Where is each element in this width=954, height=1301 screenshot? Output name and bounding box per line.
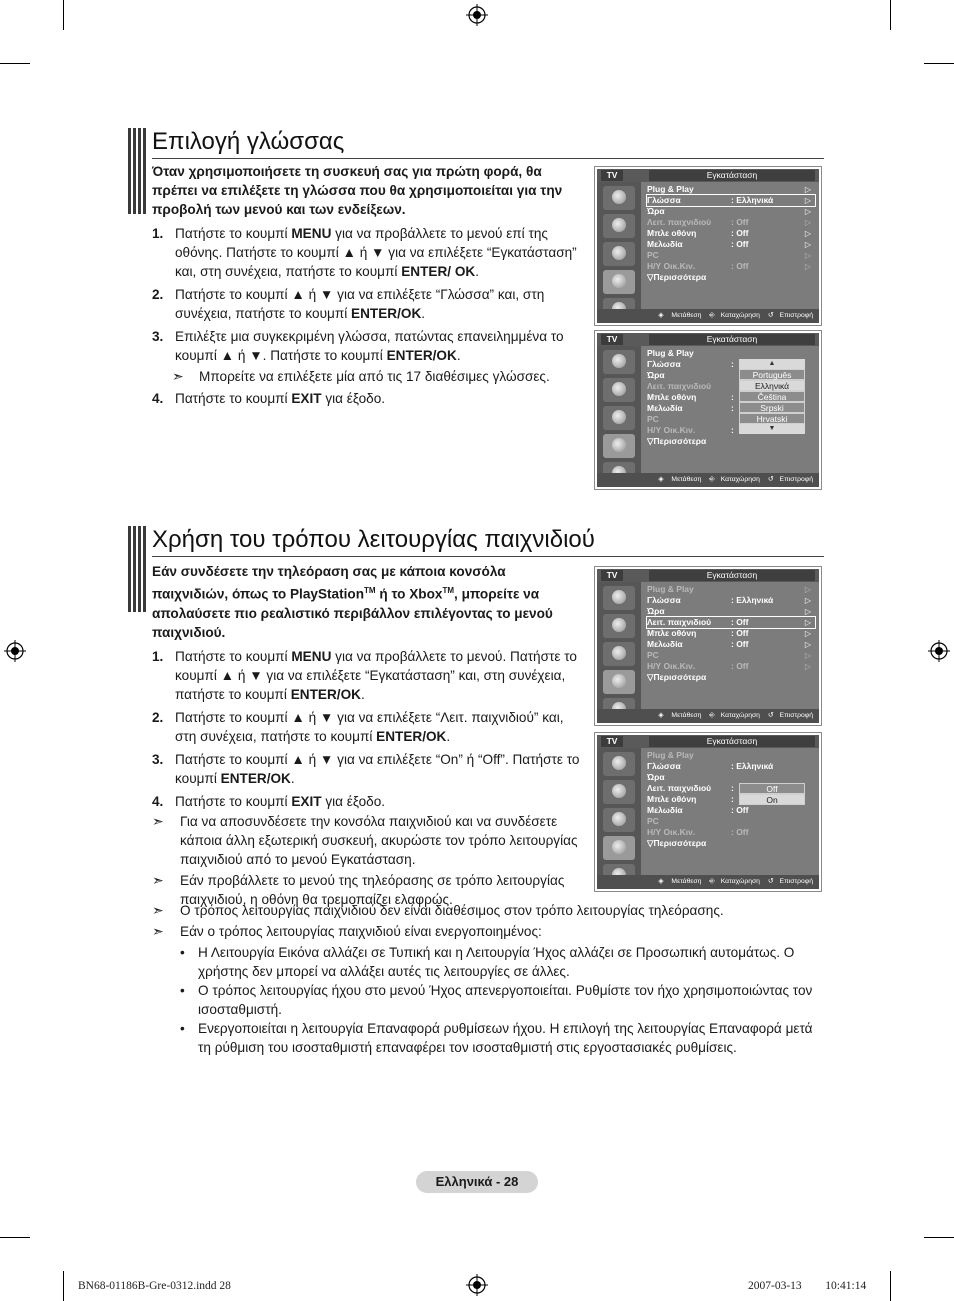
note-arrow-icon: ➣ bbox=[152, 871, 164, 888]
crop-mark bbox=[0, 1237, 30, 1238]
menu-item-label: Γλώσσα bbox=[647, 761, 681, 771]
note-text: Εάν προβάλλετε το μενού της τηλεόρασης σε τρόπο λειτουργίας παιχνιδιού, η οθόνη θα τρεμοπαίζει ελαφρώς. bbox=[180, 872, 565, 907]
game-mode-dropdown[interactable] bbox=[739, 783, 805, 805]
menu-item-value: : Ελληνικά bbox=[731, 761, 774, 771]
menu-item[interactable] bbox=[647, 761, 815, 772]
note-text: Μπορείτε να επιλέξετε μία από τις 17 διαθέσιμες γλώσσες. bbox=[199, 369, 550, 384]
crop-mark bbox=[890, 1271, 891, 1301]
section-language-text bbox=[152, 162, 584, 412]
section-bar bbox=[128, 128, 146, 214]
step-3 bbox=[152, 327, 584, 365]
step-number: 2. bbox=[152, 709, 164, 725]
sound-icon bbox=[603, 214, 635, 238]
note-arrow-icon: ➣ bbox=[152, 812, 164, 829]
sound-icon bbox=[603, 614, 635, 638]
crop-mark bbox=[890, 0, 891, 30]
menu-item-label: Μπλε οθόνη bbox=[647, 392, 697, 402]
sound-icon bbox=[603, 780, 635, 804]
submenu-arrow-icon: ▷ bbox=[804, 240, 811, 249]
menu-item[interactable] bbox=[647, 650, 815, 661]
page-number: Ελληνικά - 28 bbox=[416, 1171, 538, 1193]
submenu-arrow-icon: ▷ bbox=[804, 251, 811, 260]
dropdown-option[interactable]: Português bbox=[739, 369, 805, 380]
submenu-arrow-icon: ▷ bbox=[804, 196, 811, 205]
menu-item[interactable] bbox=[647, 348, 815, 359]
menu-item-label: Λειτ. παιχνιδιού bbox=[647, 381, 712, 391]
channel-icon bbox=[603, 242, 635, 266]
menu-item-label: PC bbox=[647, 816, 659, 826]
footer-return: Επιστροφή bbox=[779, 312, 813, 319]
step-text: . bbox=[360, 686, 365, 702]
menu-title: Εγκατάσταση bbox=[649, 736, 815, 747]
note-text: Για να αποσυνδέσετε την κονσόλα παιχνιδιού και να συνδέσετε κάποια άλλη εξωτερική συσκευή, ακυρώστε τον τρόπο λειτουργίας παιχνιδιού από το μενού Εγκατάσταση. bbox=[180, 813, 578, 867]
step-text: Πατήστε το κουμπί ▲ ή ▼ για να επιλέξετε “On” ή “Off”. Πατήστε το κουμπί bbox=[175, 751, 580, 786]
submenu-arrow-icon: ▷ bbox=[804, 185, 811, 194]
menu-item-value: : Off bbox=[731, 628, 749, 638]
step-text: Πατήστε το κουμπί bbox=[175, 226, 292, 241]
registration-mark-icon bbox=[466, 4, 488, 26]
dropdown-option[interactable]: Čeština bbox=[739, 391, 805, 402]
section-bar bbox=[128, 526, 146, 612]
date-slug: 2007-03-13 ￿￿ 10:41:14 bbox=[748, 1280, 867, 1292]
intro-text: ή το Xbox bbox=[375, 586, 443, 602]
step-4 bbox=[152, 792, 584, 811]
menu-item-value: : Off bbox=[731, 261, 749, 271]
menu-item-value: : Ελληνικά bbox=[731, 595, 774, 605]
section-game-notes bbox=[152, 901, 824, 1057]
tv-label: TV bbox=[601, 736, 623, 747]
menu-item-label: Η/Υ Οικ.Κιν. bbox=[647, 261, 696, 271]
arrow-up-icon[interactable]: ▲ bbox=[739, 359, 805, 369]
submenu-arrow-icon: ▷ bbox=[804, 662, 811, 671]
step-text: Πατήστε το κουμπί ▲ ή ▼ για να επιλέξετε “Γλώσσα” και, στη συνέχεια, πατήστε το κουμπί bbox=[175, 287, 545, 321]
footer-return: Επιστροφή bbox=[779, 476, 813, 483]
bullet-dot: • bbox=[180, 983, 185, 998]
menu-item[interactable] bbox=[647, 805, 815, 816]
section-game-text bbox=[152, 562, 584, 911]
key-enter-ok: ENTER/OK bbox=[290, 686, 361, 702]
menu-item-label: Plug & Play bbox=[647, 184, 694, 194]
menu-item[interactable] bbox=[647, 661, 815, 672]
dropdown-option[interactable]: Hrvatski bbox=[739, 413, 805, 424]
menu-item-label: Μπλε οθόνη bbox=[647, 628, 697, 638]
menu-item-value: : Off bbox=[731, 639, 749, 649]
step-text: Επιλέξτε μια συγκεκριμένη γλώσσα, πατώντας επανειλημμένα το κουμπί ▲ ή ▼. Πατήστε το κουμπί bbox=[175, 329, 564, 363]
menu-item[interactable] bbox=[647, 606, 815, 617]
step-text: Πατήστε το κουμπί bbox=[175, 391, 292, 406]
setup-icon bbox=[603, 434, 635, 458]
menu-item[interactable] bbox=[647, 639, 815, 650]
key-enter-ok: ENTER/OK bbox=[386, 348, 457, 363]
bullet-dot: • bbox=[180, 1021, 185, 1036]
picture-icon bbox=[603, 752, 635, 776]
crop-mark bbox=[924, 1237, 954, 1238]
menu-item-value: : Off bbox=[731, 217, 749, 227]
channel-icon bbox=[603, 808, 635, 832]
menu-item-value: : Off bbox=[731, 661, 749, 671]
step-text: . bbox=[421, 306, 426, 321]
menu-item[interactable] bbox=[647, 816, 815, 827]
menu-title: Εγκατάσταση bbox=[649, 170, 815, 181]
menu-item-value: : Off bbox=[731, 239, 749, 249]
picture-icon bbox=[603, 350, 635, 374]
bullet-text: Η Λειτουργία Εικόνα αλλάζει σε Τυπική και η Λειτουργία Ήχος αλλάζει σε Προσωπική αυτομάτως. Ο χρήστης δεν μπορεί να αλλάξει αυτές τις λειτουργίες σε άλλες. bbox=[198, 945, 795, 979]
setup-icon bbox=[603, 836, 635, 860]
note bbox=[152, 901, 824, 920]
bullet-item bbox=[152, 981, 824, 1019]
key-enter-ok: ENTER/OK bbox=[220, 770, 291, 786]
menu-item-label: Μελωδία bbox=[647, 639, 683, 649]
menu-item-value: : Off bbox=[731, 617, 749, 627]
menu-item[interactable] bbox=[647, 261, 815, 272]
menu-sidebar bbox=[597, 582, 641, 709]
menu-item[interactable] bbox=[647, 838, 815, 849]
footer-enter: Καταχώρηση bbox=[720, 476, 760, 483]
menu-item-label: Η/Υ Οικ.Κιν. bbox=[647, 425, 696, 435]
bullet-item bbox=[152, 943, 824, 981]
menu-item-label: Γλώσσα bbox=[647, 195, 681, 205]
language-dropdown[interactable] bbox=[739, 359, 805, 434]
step-number: 1. bbox=[152, 648, 164, 664]
section-rule bbox=[152, 158, 824, 159]
colon: : bbox=[731, 392, 734, 402]
registration-mark-icon bbox=[928, 640, 950, 662]
step-2 bbox=[152, 708, 584, 746]
menu-item-label: Η/Υ Οικ.Κιν. bbox=[647, 661, 696, 671]
step-1 bbox=[152, 647, 584, 704]
submenu-arrow-icon: ▷ bbox=[804, 207, 811, 216]
trademark: TM bbox=[364, 586, 376, 595]
menu-footer: ◈ Μετάθεση ⎆ Καταχώρηση ↺ Επιστροφή bbox=[597, 473, 819, 487]
step-text: . bbox=[290, 770, 295, 786]
menu-item-label: Ώρα bbox=[647, 606, 665, 616]
crop-mark bbox=[924, 63, 954, 64]
footer-move: Μετάθεση bbox=[671, 712, 702, 719]
submenu-arrow-icon: ▷ bbox=[804, 585, 811, 594]
menu-item-label: Γλώσσα bbox=[647, 359, 681, 369]
intro-text: Εάν συνδέσετε την τηλεόραση σας με κάποια κονσόλα παιχνιδιών, όπως το PlayStation bbox=[152, 564, 506, 602]
step-number: 3. bbox=[152, 329, 164, 344]
menu-item-value: : Ελληνικά bbox=[731, 195, 774, 205]
tv-label: TV bbox=[601, 570, 623, 581]
menu-item-label: Ώρα bbox=[647, 370, 665, 380]
menu-item[interactable] bbox=[647, 750, 815, 761]
file-slug: BN68-01186B-Gre-0312.indd 28 bbox=[78, 1280, 231, 1292]
section-rule bbox=[152, 556, 824, 557]
footer-enter: Καταχώρηση bbox=[720, 312, 760, 319]
menu-sidebar bbox=[597, 748, 641, 875]
step-4 bbox=[152, 389, 584, 408]
menu-item-label: Μελωδία bbox=[647, 805, 683, 815]
step-1 bbox=[152, 224, 584, 281]
menu-item-label: Η/Υ Οικ.Κιν. bbox=[647, 827, 696, 837]
note bbox=[152, 812, 584, 869]
note-arrow-icon: ➣ bbox=[152, 923, 164, 939]
picture-icon bbox=[603, 586, 635, 610]
menu-item-label: PC bbox=[647, 414, 659, 424]
footer-return: Επιστροφή bbox=[779, 712, 813, 719]
note-arrow-icon: ➣ bbox=[172, 368, 184, 384]
step-text: για έξοδο. bbox=[321, 793, 386, 809]
registration-mark-icon bbox=[466, 1274, 488, 1296]
bullet-text: Ενεργοποιείται η λειτουργία Επαναφορά ρυθμίσεων ήχου. Η επιλογή της λειτουργίας Επαναφορά μετά τη ρύθμιση του ισοσταθμιστή επαναφέρει τον ισοσταθμιστή στις εργοστασιακές ρυθμίσεις. bbox=[198, 1021, 813, 1055]
menu-item[interactable] bbox=[647, 436, 815, 447]
crop-mark bbox=[63, 1271, 64, 1301]
dropdown-option[interactable]: On bbox=[739, 794, 805, 805]
tv-screen-language-dropdown bbox=[594, 330, 822, 490]
menu-footer: ◈ Μετάθεση ⎆ Καταχώρηση ↺ Επιστροφή bbox=[597, 875, 819, 889]
intro: Όταν χρησιμοποιήσετε τη συσκευή σας για πρώτη φορά, θα πρέπει να επιλέξετε τη γλώσσα που θα χρησιμοποιείται για την προβολή των μενού και των ενδείξεων. bbox=[152, 164, 563, 217]
footer-move: Μετάθεση bbox=[671, 476, 702, 483]
menu-item[interactable] bbox=[647, 672, 815, 683]
colon: : bbox=[731, 783, 734, 793]
key-exit: EXIT bbox=[291, 391, 322, 406]
menu-item-label: Μπλε οθόνη bbox=[647, 228, 697, 238]
menu-item[interactable] bbox=[647, 617, 815, 628]
submenu-arrow-icon: ▷ bbox=[804, 262, 811, 271]
crop-mark bbox=[63, 0, 64, 30]
tv-screen-setup-language bbox=[594, 166, 822, 326]
step-text: . bbox=[446, 728, 451, 744]
key-menu: MENU bbox=[291, 648, 332, 664]
menu-item-label: Λειτ. παιχνιδιού bbox=[647, 217, 712, 227]
step-text: για να προβάλλετε το μενού επί της οθόνης. Πατήστε το κουμπί ▲ ή ▼ για να επιλέξετε “Εγκατάσταση” και, στη συνέχεια, πατήστε το κουμπί bbox=[175, 226, 577, 279]
menu-item-label: ▽Περισσότερα bbox=[647, 272, 707, 282]
menu-footer: ◈ Μετάθεση ⎆ Καταχώρηση ↺ Επιστροφή bbox=[597, 309, 819, 323]
trademark: TM bbox=[442, 586, 455, 595]
menu-title: Εγκατάσταση bbox=[649, 570, 815, 581]
menu-item[interactable] bbox=[647, 228, 815, 239]
menu-item-value: : Off bbox=[731, 827, 749, 837]
note-text: Εάν ο τρόπος λειτουργίας παιχνιδιού είναι ενεργοποιημένος: bbox=[180, 924, 542, 939]
menu-item-label: Μπλε οθόνη bbox=[647, 794, 697, 804]
note-arrow-icon: ➣ bbox=[152, 902, 164, 918]
setup-icon bbox=[603, 670, 635, 694]
tv-label: TV bbox=[601, 170, 623, 181]
registration-mark-icon bbox=[4, 640, 26, 662]
submenu-arrow-icon: ▷ bbox=[804, 640, 811, 649]
menu-item[interactable] bbox=[647, 195, 815, 206]
step-number: 2. bbox=[152, 287, 164, 302]
menu-item-value: : Off bbox=[731, 228, 749, 238]
step-text: Πατήστε το κουμπί bbox=[175, 648, 292, 664]
menu-item[interactable] bbox=[647, 628, 815, 639]
menu-item-label: ▽Περισσότερα bbox=[647, 838, 707, 848]
menu-item[interactable] bbox=[647, 827, 815, 838]
menu-item-label: Μελωδία bbox=[647, 239, 683, 249]
bullet-item bbox=[152, 1019, 824, 1057]
intro-text: , μπορείτε να απολαύσετε πιο ρεαλιστικό περιβάλλον επιλέγοντας το μενού παιχνιδιού. bbox=[152, 586, 553, 640]
step-number: 1. bbox=[152, 226, 164, 241]
setup-icon bbox=[603, 270, 635, 294]
submenu-arrow-icon: ▷ bbox=[804, 218, 811, 227]
submenu-arrow-icon: ▷ bbox=[804, 229, 811, 238]
tv-screen-setup-game-mode bbox=[594, 566, 822, 726]
submenu-arrow-icon: ▷ bbox=[804, 596, 811, 605]
step-text: για να προβάλλετε το μενού. Πατήστε το κουμπί ▲ ή ▼ για να επιλέξετε “Εγκατάσταση” και, στη συνέχεια, πατήστε το κουμπί bbox=[175, 648, 577, 702]
footer-move: Μετάθεση bbox=[671, 878, 702, 885]
menu-item[interactable] bbox=[647, 250, 815, 261]
key-enter-ok: ENTER/ OK bbox=[401, 264, 476, 279]
menu-title: Εγκατάσταση bbox=[649, 334, 815, 345]
footer-return: Επιστροφή bbox=[779, 878, 813, 885]
submenu-arrow-icon: ▷ bbox=[804, 629, 811, 638]
submenu-arrow-icon: ▷ bbox=[804, 618, 811, 627]
sound-icon bbox=[603, 378, 635, 402]
menu-item-label: ▽Περισσότερα bbox=[647, 436, 707, 446]
step-3 bbox=[152, 750, 584, 788]
menu-item-label: ▽Περισσότερα bbox=[647, 672, 707, 682]
menu-item-value: : Off bbox=[731, 805, 749, 815]
tv-label: TV bbox=[601, 334, 623, 345]
menu-sidebar bbox=[597, 182, 641, 309]
menu-item-label: Plug & Play bbox=[647, 348, 694, 358]
menu-item[interactable] bbox=[647, 206, 815, 217]
menu-item-label: Γλώσσα bbox=[647, 595, 681, 605]
step-number: 4. bbox=[152, 391, 164, 406]
section-title: Χρήση του τρόπου λειτουργίας παιχνιδιού bbox=[152, 526, 595, 553]
dropdown-option[interactable]: Off bbox=[739, 783, 805, 794]
menu-item[interactable] bbox=[647, 239, 815, 250]
submenu-arrow-icon: ▷ bbox=[804, 651, 811, 660]
channel-icon bbox=[603, 406, 635, 430]
step-text: Πατήστε το κουμπί bbox=[175, 793, 292, 809]
bullet-text: Ο τρόπος λειτουργίας ήχου στο μενού Ήχος απενεργοποιείται. Ρυθμίστε τον ήχο χρησιμοποιώντας τον ισοσταθμιστή. bbox=[198, 983, 813, 1017]
menu-footer: ◈ Μετάθεση ⎆ Καταχώρηση ↺ Επιστροφή bbox=[597, 709, 819, 723]
step-number: 3. bbox=[152, 751, 164, 767]
picture-icon bbox=[603, 186, 635, 210]
step-text: . bbox=[475, 264, 479, 279]
menu-list bbox=[647, 184, 815, 283]
dropdown-option[interactable]: Srpski bbox=[739, 402, 805, 413]
step-text: . bbox=[456, 348, 461, 363]
menu-item[interactable] bbox=[647, 217, 815, 228]
submenu-arrow-icon: ▷ bbox=[804, 607, 811, 616]
menu-item-label: Ώρα bbox=[647, 206, 665, 216]
colon: : bbox=[731, 359, 734, 369]
footer-enter: Καταχώρηση bbox=[720, 712, 760, 719]
section-title: Επιλογή γλώσσας bbox=[152, 128, 345, 155]
menu-item[interactable] bbox=[647, 595, 815, 606]
menu-item-label: PC bbox=[647, 650, 659, 660]
menu-item-label: Plug & Play bbox=[647, 584, 694, 594]
menu-item-label: Plug & Play bbox=[647, 750, 694, 760]
step-2 bbox=[152, 285, 584, 323]
key-enter-ok: ENTER/OK bbox=[351, 306, 422, 321]
dropdown-option[interactable]: Ελληνικά bbox=[739, 380, 805, 391]
menu-item-label: Λειτ. παιχνιδιού bbox=[647, 617, 712, 627]
menu-item-label: PC bbox=[647, 250, 659, 260]
intro bbox=[152, 562, 584, 642]
key-menu: MENU bbox=[291, 226, 332, 241]
menu-item[interactable] bbox=[647, 772, 815, 783]
menu-list bbox=[647, 584, 815, 683]
menu-item-label: Λειτ. παιχνιδιού bbox=[647, 783, 712, 793]
bullet-dot: • bbox=[180, 945, 185, 960]
note-text: Ο τρόπος λειτουργίας παιχνιδιού δεν είναι διαθέσιμος στον τρόπο λειτουργίας τηλεόρασης. bbox=[180, 903, 724, 918]
colon: : bbox=[731, 794, 734, 804]
channel-icon bbox=[603, 642, 635, 666]
key-enter-ok: ENTER/OK bbox=[376, 728, 447, 744]
menu-item[interactable] bbox=[647, 184, 815, 195]
menu-item[interactable] bbox=[647, 584, 815, 595]
step-number: 4. bbox=[152, 793, 164, 809]
step-text: για έξοδο. bbox=[321, 391, 386, 406]
footer-move: Μετάθεση bbox=[671, 312, 702, 319]
arrow-down-icon[interactable]: ▼ bbox=[739, 424, 805, 434]
tv-screen-game-mode-dropdown bbox=[594, 732, 822, 892]
note bbox=[152, 922, 824, 941]
footer-enter: Καταχώρηση bbox=[720, 878, 760, 885]
colon: : bbox=[731, 425, 734, 435]
menu-item-label: Ώρα bbox=[647, 772, 665, 782]
menu-item[interactable] bbox=[647, 272, 815, 283]
menu-item-label: Μελωδία bbox=[647, 403, 683, 413]
menu-sidebar bbox=[597, 346, 641, 473]
colon: : bbox=[731, 403, 734, 413]
step-text: Πατήστε το κουμπί ▲ ή ▼ για να επιλέξετε “Λειτ. παιχνιδιού” και, στη συνέχεια, πατήστε το κουμπί bbox=[175, 709, 564, 744]
key-exit: EXIT bbox=[291, 793, 322, 809]
note bbox=[172, 367, 584, 386]
crop-mark bbox=[0, 63, 30, 64]
